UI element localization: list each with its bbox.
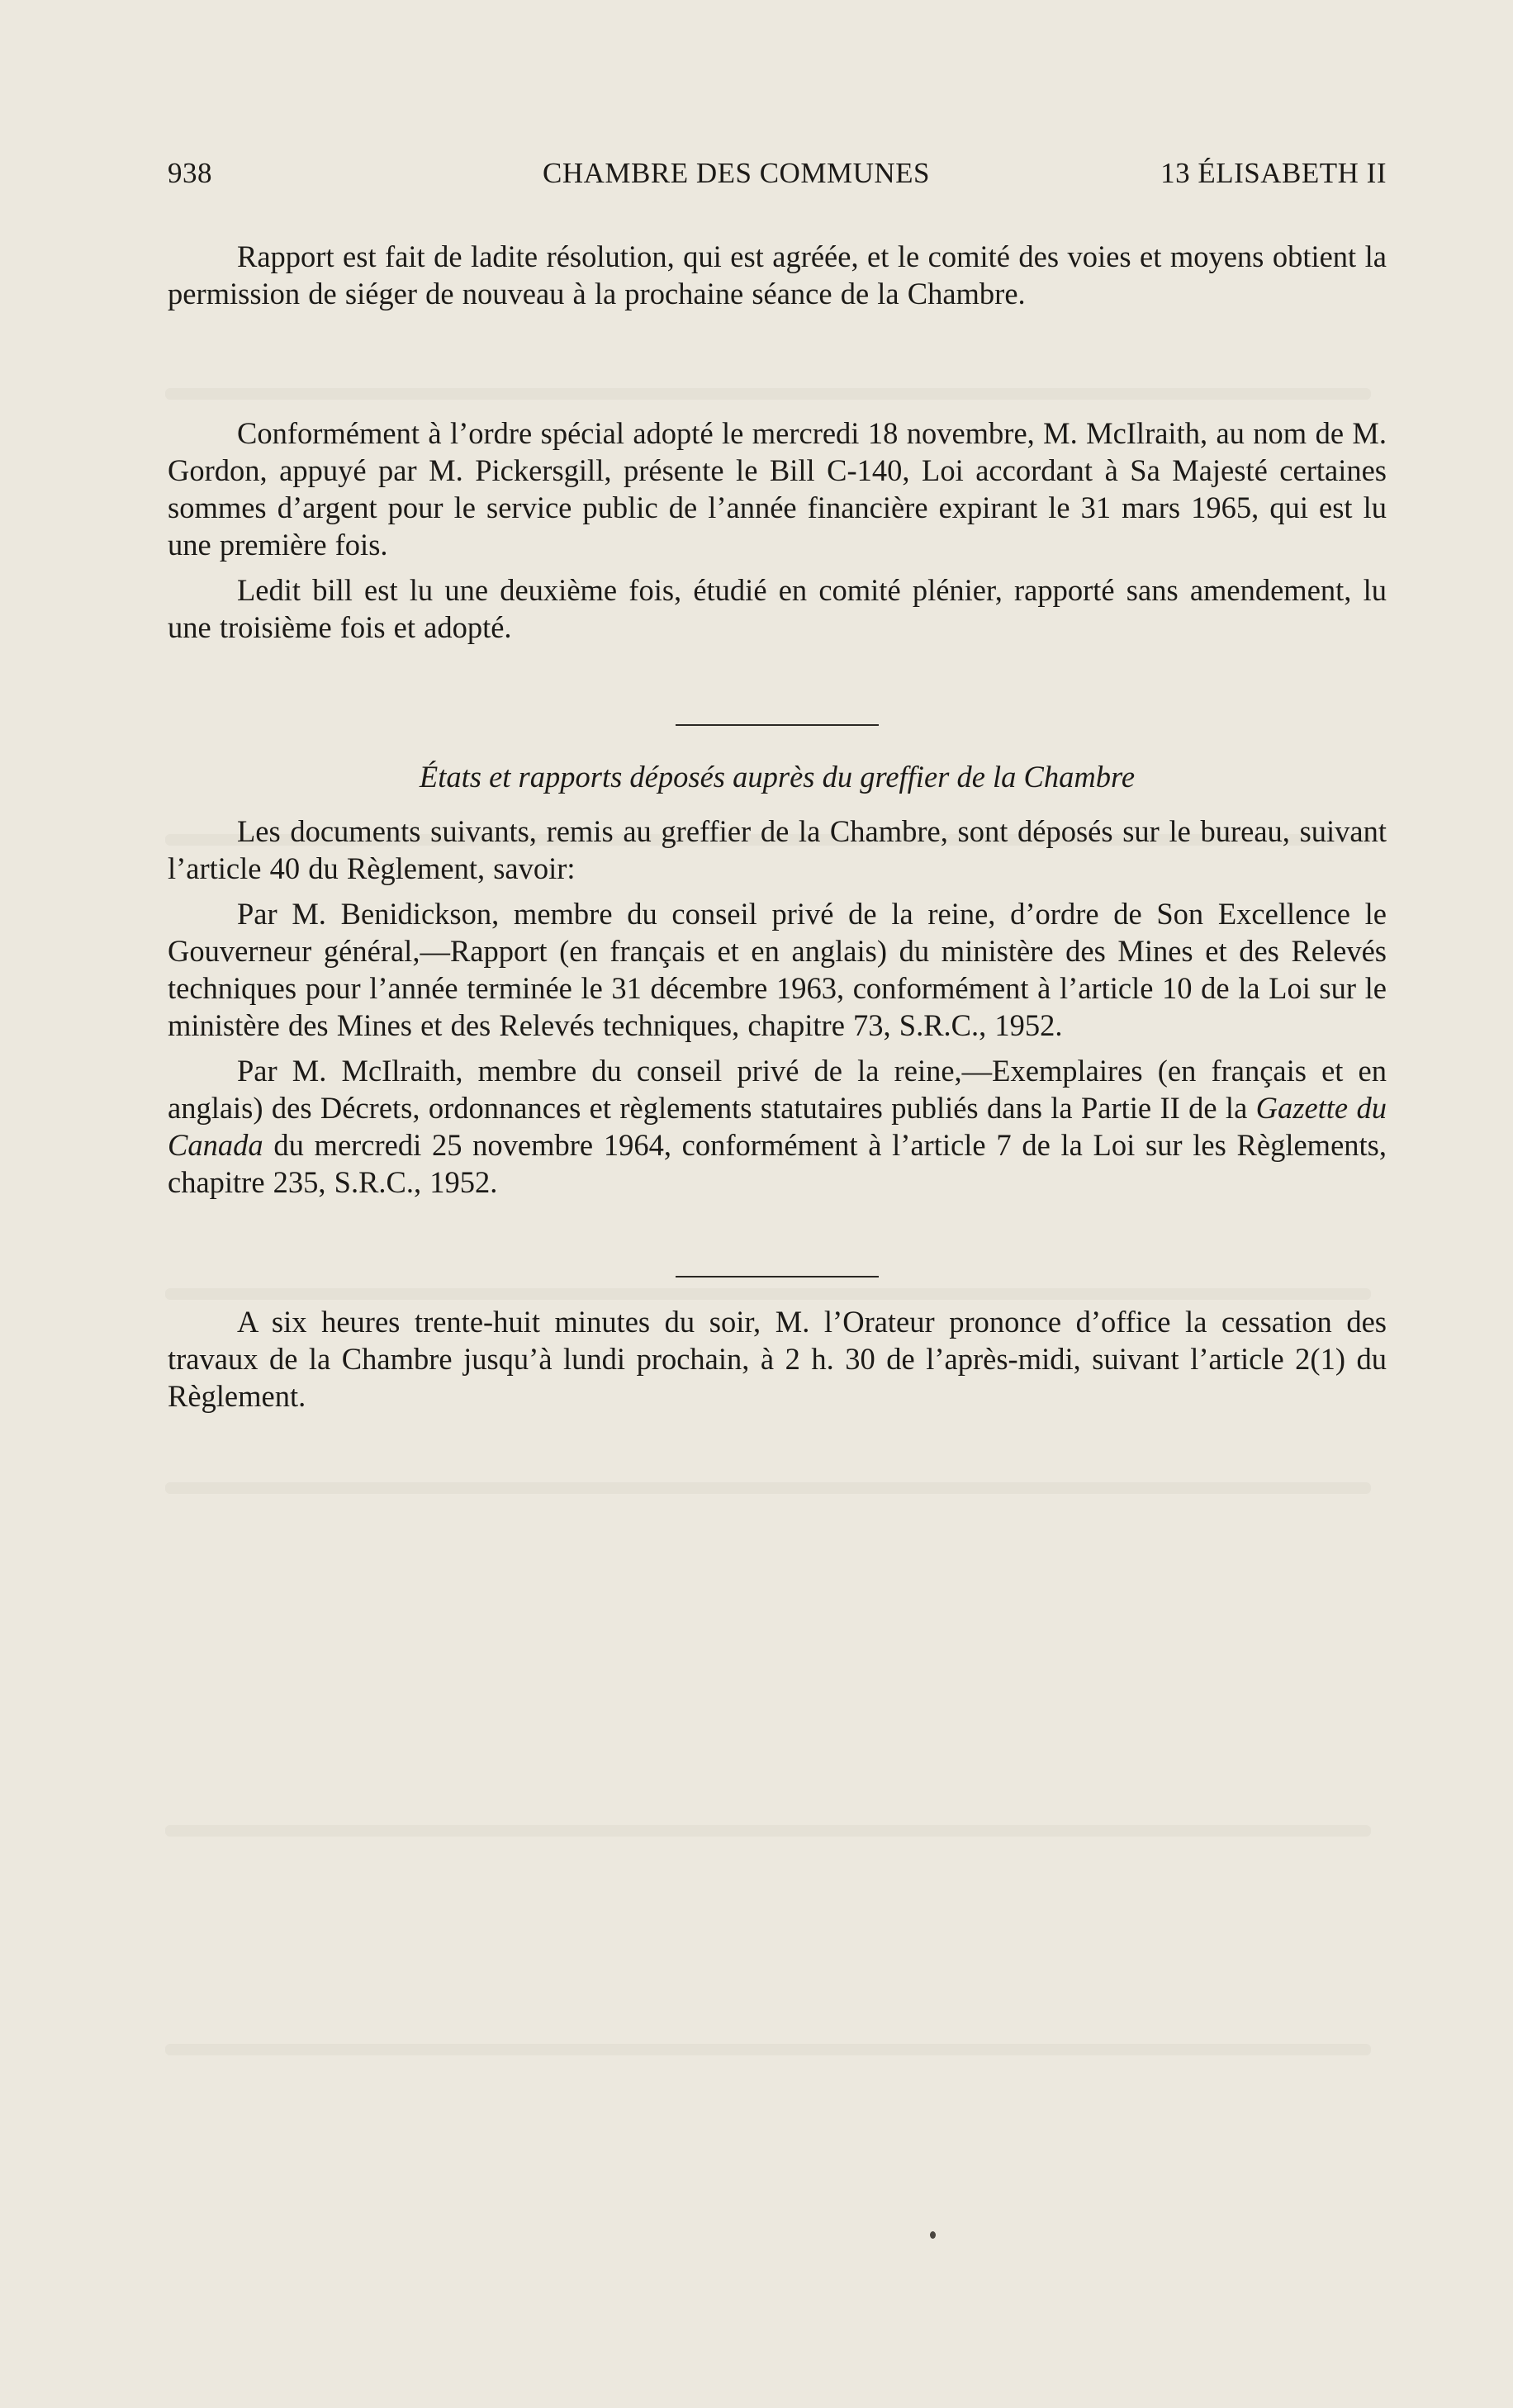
regnal-year: 13 ÉLISABETH II <box>1160 157 1387 189</box>
section-divider <box>676 1276 879 1277</box>
paragraph: Conformément à l’ordre spécial adopté le mercredi 18 novembre, M. McIlraith, au nom de M. Gordon, appuyé par M. Pickersgill, présente le Bill C-140, Loi accordant à Sa Majesté certaines sommes d’argent pour le service public de l’année financière expirant le 31 mars 1965, qui est lu une première fois. <box>168 416 1387 562</box>
bleed-through-texture <box>165 1825 1371 1837</box>
report-paragraph-block <box>168 238 1387 312</box>
documents-paragraph-block <box>168 813 1387 1201</box>
bleed-through-texture <box>165 2044 1371 2055</box>
paragraph: Ledit bill est lu une deuxième fois, étudié en comité plénier, rapporté sans amendement, lu une troisième fois et adopté. <box>168 573 1387 644</box>
section-title: États et rapports déposés auprès du greffier de la Chambre <box>419 760 1136 794</box>
paragraph: Par M. Benidickson, membre du conseil privé de la reine, d’ordre de Son Excellence le Gouverneur général,—Rapport (en français et en anglais) du ministère des Mines et des Relevés techniques pour l’année terminée le 31 décembre 1963, conformément à l’article 10 de la Loi sur le ministère des Mines et des Relevés techniques, chapitre 73, S.R.C., 1952. <box>168 897 1387 1042</box>
paragraph-text: Par M. McIlraith, membre du conseil privé de la reine,—Exemplaires (en français et en anglais) des Décrets, ordonnances et règlements statutaires publiés dans la Partie II de la <box>168 1054 1387 1125</box>
ink-speck <box>930 2231 936 2239</box>
section-divider <box>676 724 879 726</box>
gazette-title: Gazette du Canada <box>168 1091 1387 1162</box>
bleed-through-texture <box>165 388 1371 400</box>
adjournment-paragraph-block <box>168 1303 1387 1415</box>
paragraph-text: du mercredi 25 novembre 1964, conformément à l’article 7 de la Loi sur les Règlements, chapitre 235, S.R.C., 1952. <box>168 1128 1387 1199</box>
paragraph: Rapport est fait de ladite résolution, qui est agréée, et le comité des voies et moyens obtient la permission de siéger de nouveau à la prochaine séance de la Chambre. <box>168 239 1387 310</box>
bill-paragraph-block <box>168 415 1387 646</box>
paragraph: Les documents suivants, remis au greffier de la Chambre, sont déposés sur le bureau, suivant l’article 40 du Règlement, savoir: <box>168 814 1387 885</box>
paragraph <box>168 1052 1387 1201</box>
bleed-through-texture <box>165 1482 1371 1494</box>
running-header <box>168 157 1387 198</box>
page-number: 938 <box>168 157 212 189</box>
bleed-through-texture <box>165 1288 1371 1300</box>
paragraph: A six heures trente-huit minutes du soir, M. l’Orateur prononce d’office la cessation des travaux de la Chambre jusqu’à lundi prochain, à 2 h. 30 de l’après-midi, suivant l’article 2(1) du Règlement. <box>168 1305 1387 1413</box>
running-title: CHAMBRE DES COMMUNES <box>543 157 930 189</box>
